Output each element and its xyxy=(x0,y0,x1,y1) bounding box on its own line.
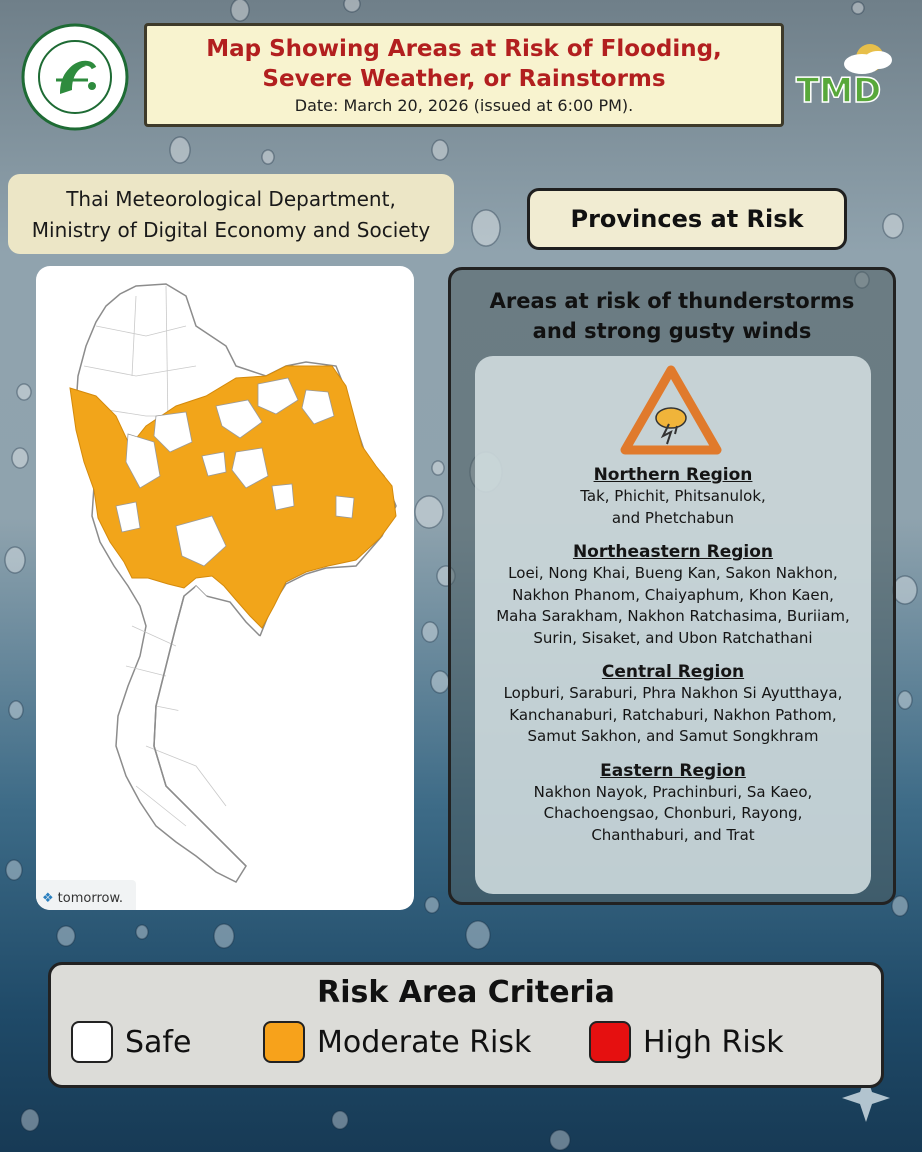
title-banner xyxy=(144,23,784,127)
legend-label-high: High Risk xyxy=(643,1024,784,1060)
legend-label-moderate: Moderate Risk xyxy=(317,1024,532,1060)
regions-list xyxy=(475,464,871,858)
department-line1: Thai Meteorological Department, xyxy=(66,187,396,211)
risk-panel-heading-line1: Areas at risk of thunderstorms xyxy=(489,289,855,313)
province-line: Surin, Sisaket, and Ubon Ratchathani xyxy=(533,628,813,647)
province-line: Samut Sakhon, and Samut Songkhram xyxy=(527,727,819,745)
legend-item-high xyxy=(589,1021,784,1063)
legend-swatch-high xyxy=(589,1021,631,1063)
region-name: Northeastern Region xyxy=(572,542,774,562)
thunderstorm-warning-icon xyxy=(619,364,723,456)
province-line: Nakhon Nayok, Prachinburi, Sa Kaeo, xyxy=(533,782,813,801)
region-eastern xyxy=(475,760,871,847)
legend-title: Risk Area Criteria xyxy=(317,975,615,1010)
thailand-risk-map[interactable] xyxy=(36,266,414,910)
province-line: Nakhon Phanom, Chaiyaphum, Khon Kaen, xyxy=(512,585,834,604)
region-northern xyxy=(475,464,871,529)
tomorrow-attribution[interactable] xyxy=(36,880,136,910)
province-line: Maha Sarakham, Nakhon Ratchasima, Buriiam, xyxy=(496,607,850,625)
issue-date: Date: March 20, 2026 (issued at 6:00 PM). xyxy=(294,96,634,115)
region-name: Central Region xyxy=(601,662,745,682)
risk-panel-heading-line2: and strong gusty winds xyxy=(532,319,812,343)
tomorrow-attribution-text: tomorrow. xyxy=(57,891,124,906)
department-seal-logo xyxy=(20,22,130,132)
map-title-line2: Severe Weather, or Rainstorms xyxy=(262,66,666,92)
region-name: Northern Region xyxy=(593,465,753,485)
map-title-line1: Map Showing Areas at Risk of Flooding, xyxy=(206,36,722,62)
province-line: Lopburi, Saraburi, Phra Nakhon Si Ayutthaya, xyxy=(503,684,843,702)
tmd-logo-text: TMD xyxy=(796,71,882,111)
risk-panel xyxy=(448,267,896,905)
provinces-at-risk-header: Provinces at Risk xyxy=(527,188,847,250)
tomorrow-logo-icon: ❖ xyxy=(42,891,54,906)
legend-swatch-moderate xyxy=(263,1021,305,1063)
province-line: Chanthaburi, and Trat xyxy=(591,825,755,844)
region-name: Eastern Region xyxy=(600,760,746,781)
region-central xyxy=(475,661,871,748)
province-line: and Phetchabun xyxy=(611,508,735,527)
thailand-map-svg xyxy=(36,266,414,910)
legend-item-moderate xyxy=(263,1021,531,1063)
legend-swatch-safe xyxy=(71,1021,113,1063)
department-label xyxy=(8,174,454,254)
department-line2: Ministry of Digital Economy and Society xyxy=(31,218,431,242)
province-line: Chachoengsao, Chonburi, Rayong, xyxy=(543,804,803,822)
risk-legend xyxy=(48,962,884,1088)
risk-provinces-list-card xyxy=(475,356,871,894)
legend-item-safe xyxy=(71,1021,191,1063)
province-line: Loei, Nong Khai, Bueng Kan, Sakon Nakhon, xyxy=(508,564,838,582)
region-northeastern xyxy=(475,541,871,649)
legend-label-safe: Safe xyxy=(125,1024,192,1060)
risk-panel-heading xyxy=(451,286,893,346)
province-line: Kanchanaburi, Ratchaburi, Nakhon Pathom, xyxy=(509,705,837,724)
tmd-logo xyxy=(792,38,908,112)
province-line: Tak, Phichit, Phitsanulok, xyxy=(580,487,766,505)
